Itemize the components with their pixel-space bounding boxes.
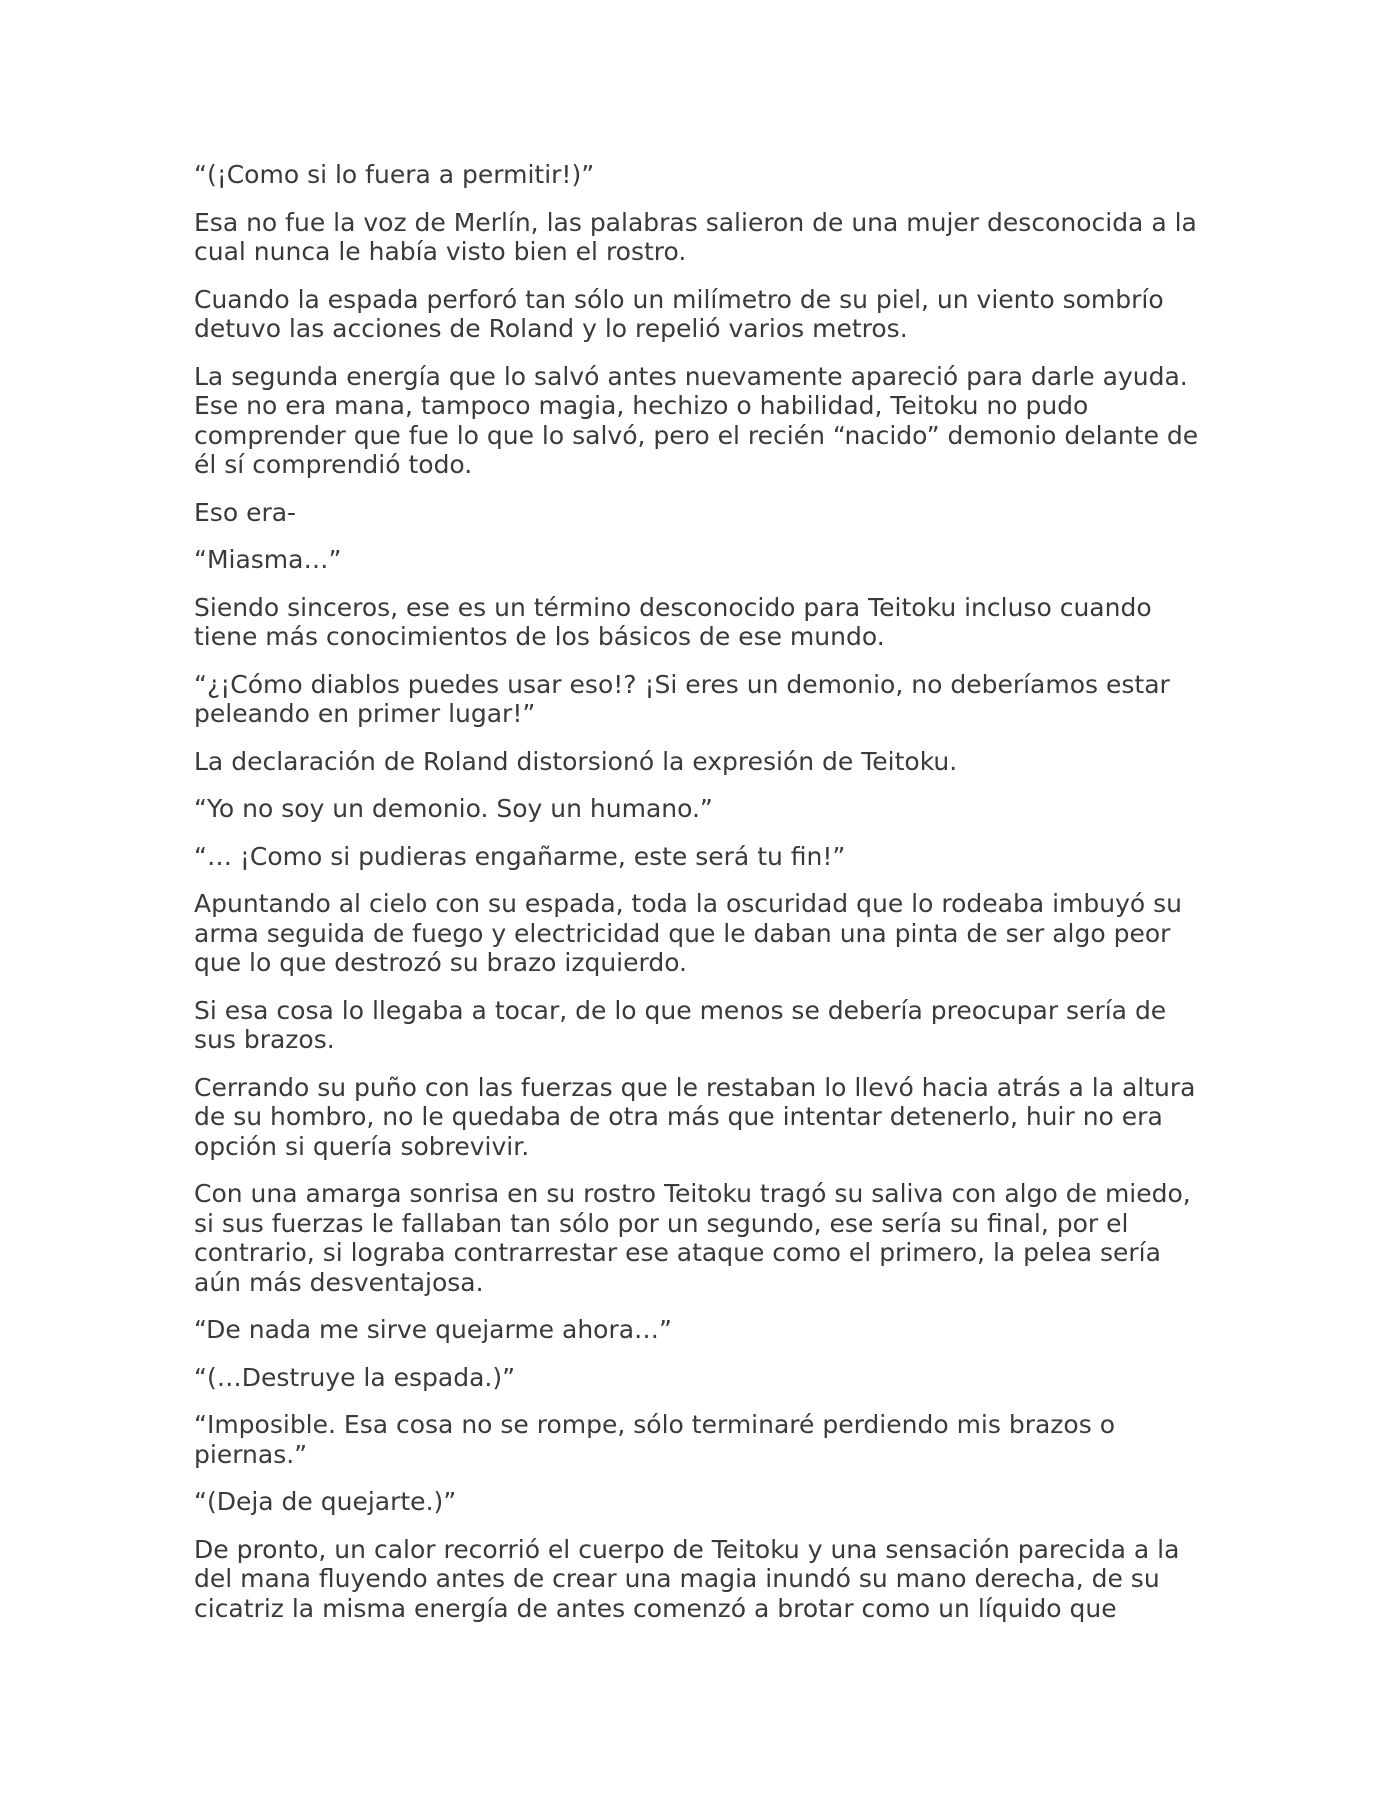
paragraph: De pronto, un calor recorrió el cuerpo de Teitoku y una sensación parecida a la del mana fluyendo antes de crear una magia inundó su mano derecha, de su cicatriz la misma energía de antes comenzó a brotar como un líquido que (194, 1534, 1180, 1623)
paragraph: “Miasma…” (194, 545, 342, 574)
document-page (194, 160, 1214, 1641)
paragraph: La segunda energía que lo salvó antes nuevamente apareció para darle ayuda. Ese no era mana, tampoco magia, hechizo o habilidad, Teitoku no pudo comprender que fue lo que lo salvó, pero el recién “nacido” demonio delante de él sí comprendió todo. (194, 361, 1199, 479)
paragraph: “(Deja de quejarte.)” (194, 1487, 457, 1516)
paragraph: Siendo sinceros, ese es un término desconocido para Teitoku incluso cuando tiene más conocimientos de los básicos de ese mundo. (194, 592, 1152, 651)
paragraph: “(…Destruye la espada.)” (194, 1362, 516, 1392)
paragraph: “¿¡Cómo diablos puedes usar eso!? ¡Si eres un demonio, no deberíamos estar peleando en primer lugar!” (194, 669, 1170, 728)
paragraph: “De nada me sirve quejarme ahora…” (194, 1315, 673, 1344)
paragraph: “(¡Como si lo fuera a permitir!)” (194, 160, 595, 189)
paragraph: Cerrando su puño con las fuerzas que le restaban lo llevó hacia atrás a la altura de su hombro, no le quedaba de otra más que intentar detenerlo, huir no era opción si quería sobrevivir. (194, 1072, 1196, 1161)
paragraph: Si esa cosa lo llegaba a tocar, de lo que menos se debería preocupar sería de sus brazos. (194, 995, 1167, 1054)
paragraph: “Imposible. Esa cosa no se rompe, sólo terminaré perdiendo mis brazos o piernas.” (194, 1410, 1115, 1469)
paragraph: Eso era- (194, 497, 297, 527)
paragraph: Cuando la espada perforó tan sólo un milímetro de su piel, un viento sombrío detuvo las acciones de Roland y lo repelió varios metros. (194, 284, 1164, 343)
paragraph: Con una amarga sonrisa en su rostro Teitoku tragó su saliva con algo de miedo, si sus fuerzas le fallaban tan sólo por un segundo, ese sería su final, por el contrario, si lograba contrarrestar ese ataque como el primero, la pelea sería aún más desventajosa. (194, 1179, 1191, 1297)
paragraph: “… ¡Como si pudieras engañarme, este será tu fin!” (194, 841, 846, 871)
paragraph: “Yo no soy un demonio. Soy un humano.” (194, 794, 713, 823)
paragraph: Esa no fue la voz de Merlín, las palabras salieron de una mujer desconocida a la cual nunca le había visto bien el rostro. (194, 207, 1197, 266)
paragraph: La declaración de Roland distorsionó la expresión de Teitoku. (194, 746, 958, 776)
paragraph: Apuntando al cielo con su espada, toda la oscuridad que lo rodeaba imbuyó su arma seguida de fuego y electricidad que le daban una pinta de ser algo peor que lo que destrozó su brazo izquierdo. (194, 889, 1183, 977)
